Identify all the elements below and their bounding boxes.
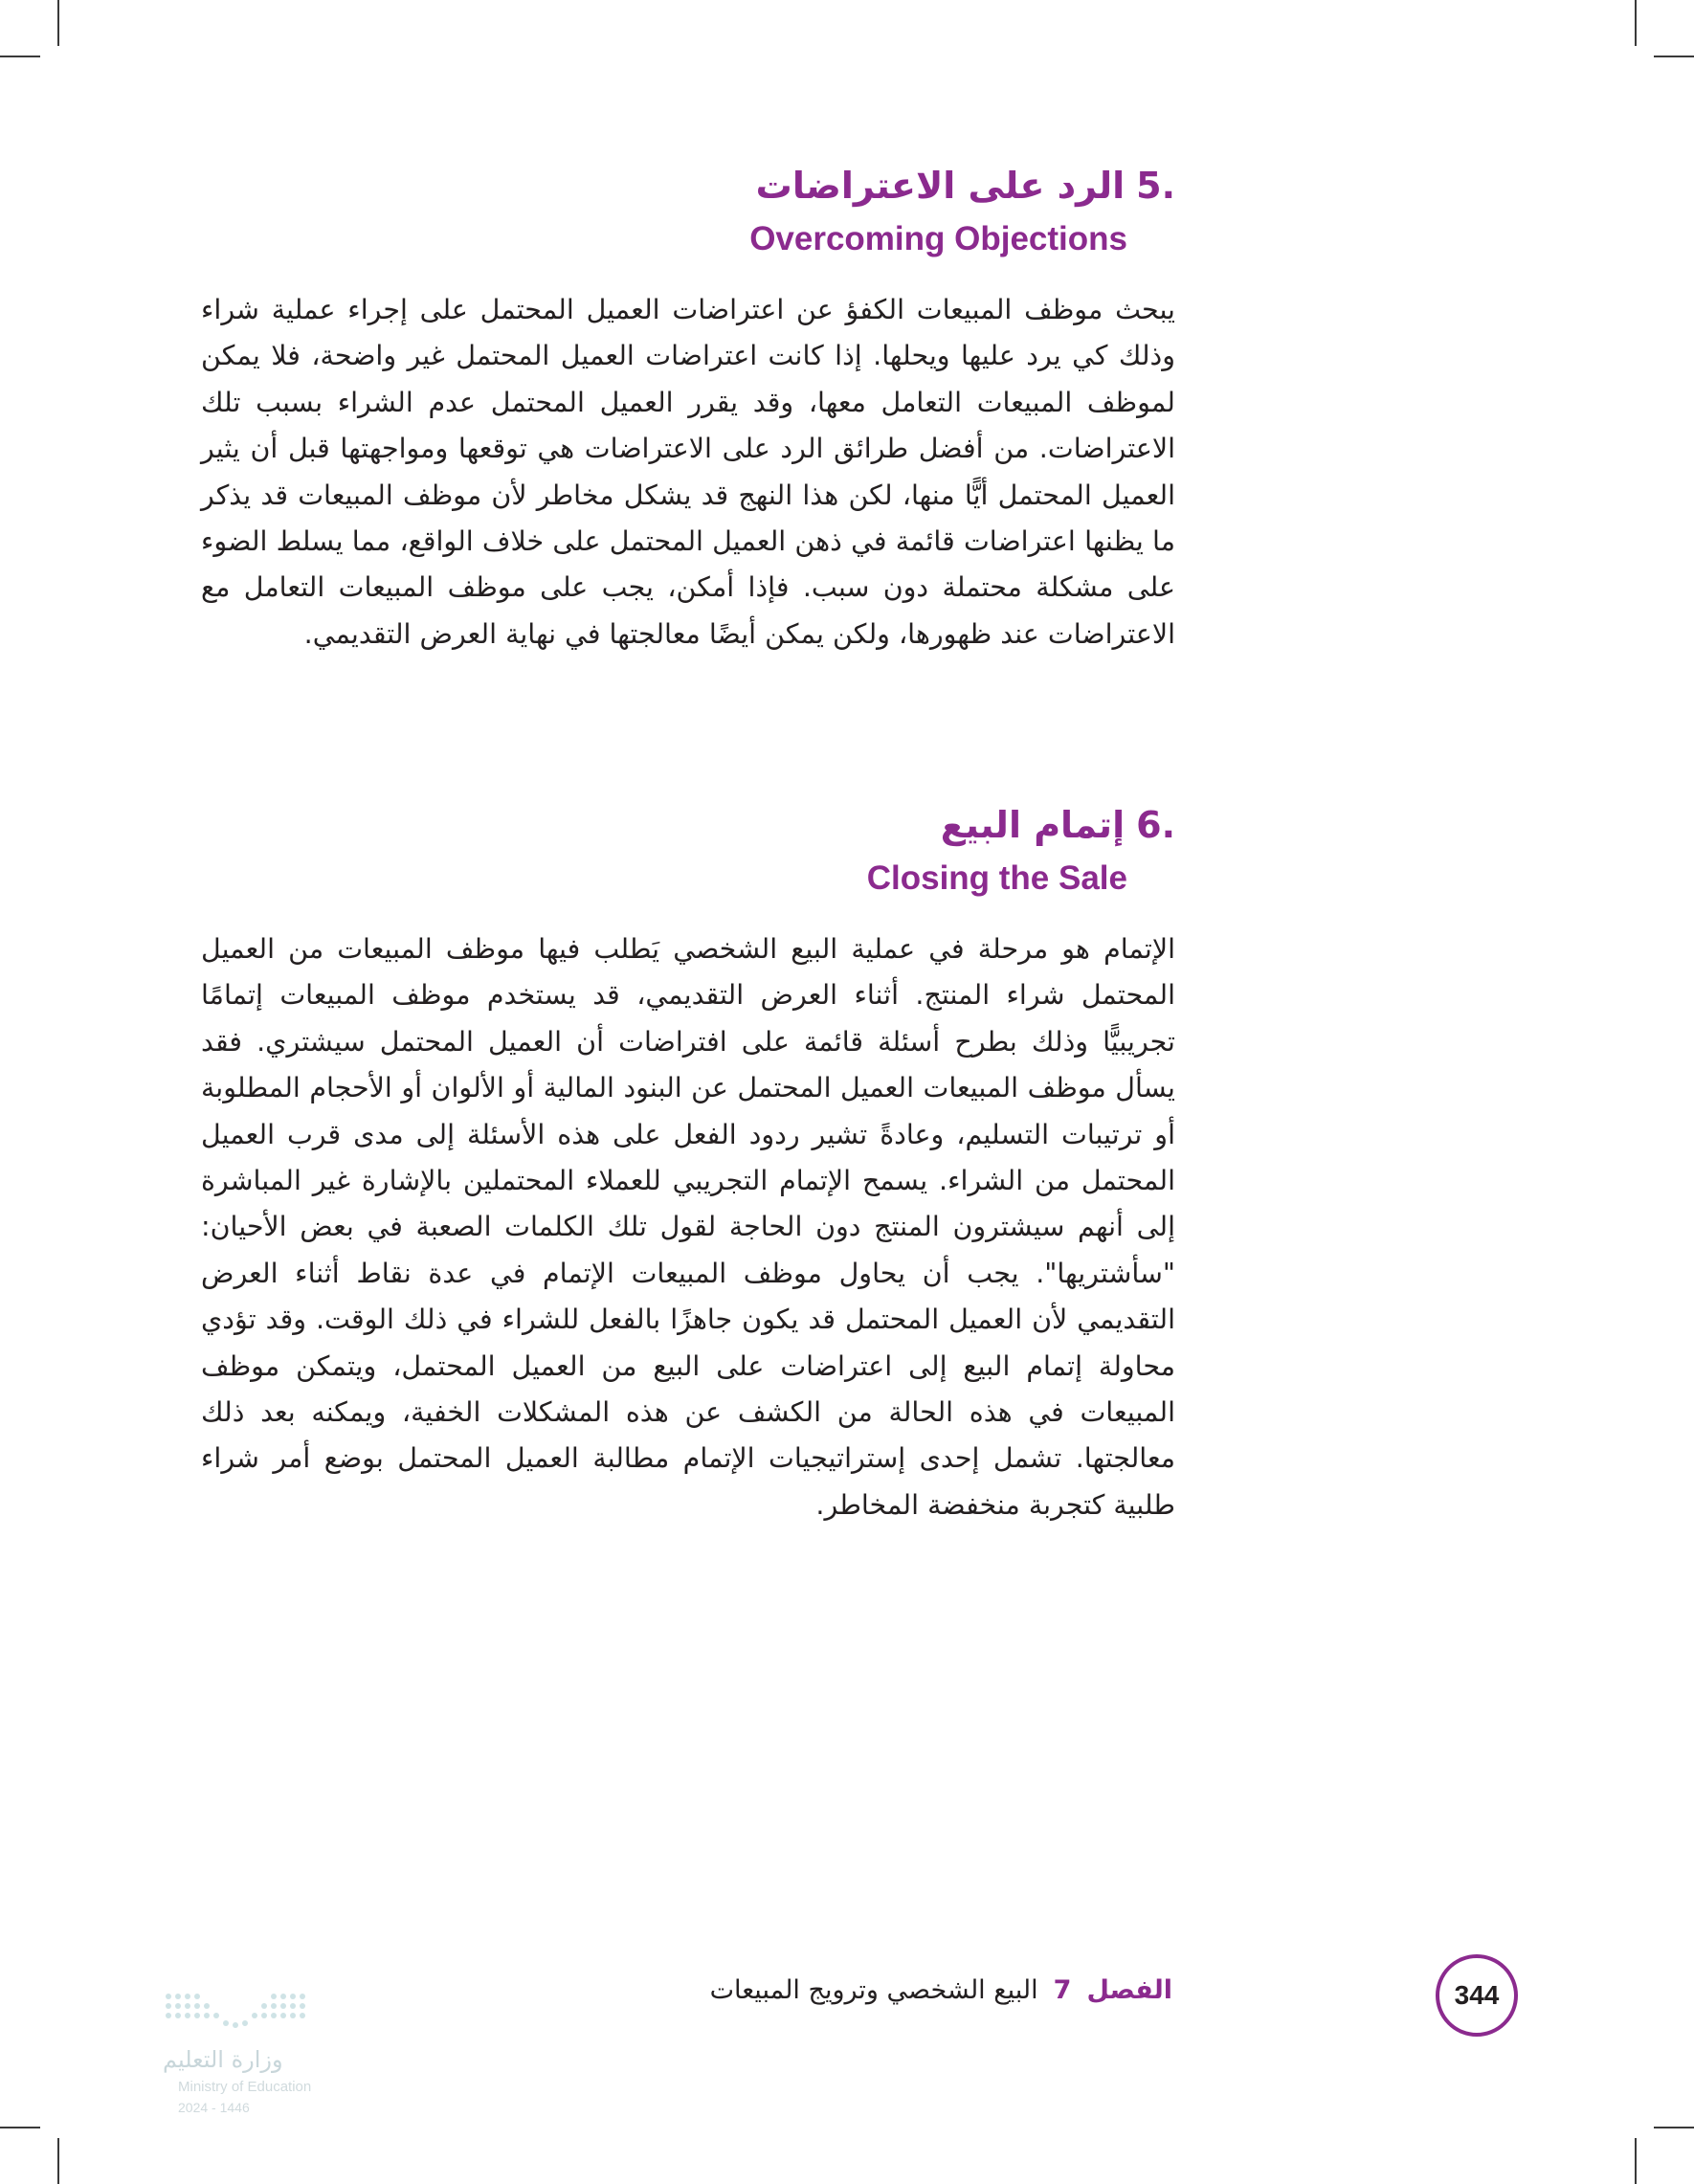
crop-mark-top-right (1635, 0, 1637, 46)
section-5-title-ar: الرد على الاعتراضات (755, 165, 1126, 207)
crop-mark-bottom-right-h (1654, 2127, 1694, 2128)
crop-mark-bottom-left-h (0, 2127, 40, 2128)
ministry-year: 2024 - 1446 (178, 2100, 250, 2115)
crop-mark-top-left (57, 0, 59, 46)
crop-mark-top-left-h (0, 56, 40, 57)
section-5-number: .5 (1136, 165, 1175, 207)
section-6-title-ar: إتمام البيع (940, 804, 1126, 846)
chapter-number: 7 (1053, 1975, 1072, 2005)
chapter-info (710, 1975, 1172, 2005)
page-number: 344 (1436, 1954, 1518, 2037)
crop-mark-bottom-right (1635, 2138, 1637, 2184)
section-6-heading (201, 800, 1175, 850)
crop-mark-bottom-left (57, 2138, 59, 2184)
section-5-title-en: Overcoming Objections (749, 220, 1127, 257)
ministry-logo (82, 1989, 312, 2123)
ministry-name-en: Ministry of Education (178, 2079, 312, 2095)
crop-mark-top-right-h (1654, 56, 1694, 57)
section-closing-the-sale (201, 800, 1175, 1528)
section-5-paragraph: يبحث موظف المبيعات الكفؤ عن اعتراضات العميل المحتمل على إجراء عملية شراء وذلك كي يرد عليها ويحلها. إذا كانت اعتراضات العميل المحتمل غير واضحة، فلا يمكن لموظف المبيعات التعامل معها، وقد يقرر العميل المحتمل عدم الشراء بسبب تلك الاعتراضات. من أفضل طرائق الرد على الاعتراضات هي توقعها ومواجهتها قبل أن يثير العميل المحتمل أيًّا منها، لكن هذا النهج قد يشكل مخاطر لأن موظف المبيعات قد يذكر ما يظنها اعتراضات قائمة في ذهن العميل المحتمل على خلاف الواقع، مما يسلط الضوء على مشكلة محتملة دون سبب. فإذا أمكن، يجب على موظف المبيعات التعامل مع الاعتراضات عند ظهورها، ولكن يمكن أيضًا معالجتها في نهاية العرض التقديمي. (201, 294, 1175, 650)
section-5-heading (201, 161, 1175, 211)
ministry-dots-icon (163, 1989, 316, 2037)
chapter-title: البيع الشخصي وترويج المبيعات (709, 1975, 1038, 2005)
section-overcoming-objections (201, 161, 1175, 657)
section-6-number: .6 (1136, 804, 1175, 846)
chapter-label: الفصل (1086, 1975, 1172, 2005)
section-6-paragraph: الإتمام هو مرحلة في عملية البيع الشخصي يَطلب فيها موظف المبيعات من العميل المحتمل شراء المنتج. أثناء العرض التقديمي، قد يستخدم موظف المبيعات إتمامًا تجريبيًّا وذلك بطرح أسئلة قائمة على افتراضات أن العميل المحتمل سيشتري. فقد يسأل موظف المبيعات العميل المحتمل عن البنود المالية أو الألوان أو الأحجام المطلوبة أو ترتيبات التسليم، وعادةً تشير ردود الفعل على هذه الأسئلة إلى مدى قرب العميل المحتمل من الشراء. يسمح الإتمام التجريبي للعملاء المحتملين بالإشارة غير المباشرة إلى أنهم سيشترون المنتج دون الحاجة لقول تلك الكلمات الصعبة في بعض الأحيان: "سأشتريها". يجب أن يحاول موظف المبيعات الإتمام في عدة نقاط أثناء العرض التقديمي لأن العميل المحتمل قد يكون جاهزًا بالفعل للشراء في ذلك الوقت. وقد تؤدي محاولة إتمام البيع إلى اعتراضات على البيع من العميل المحتمل، ويتمكن موظف المبيعات في هذه الحالة من الكشف عن هذه المشكلات الخفية، ويمكنه بعد ذلك معالجتها. تشمل إحدى إستراتيجيات الإتمام مطالبة العميل المحتمل بوضع أمر شراء طلبية كتجربة منخفضة المخاطر. (201, 933, 1175, 1521)
ministry-name-ar: وزارة التعليم (163, 2046, 283, 2073)
section-6-title-en: Closing the Sale (866, 859, 1127, 897)
